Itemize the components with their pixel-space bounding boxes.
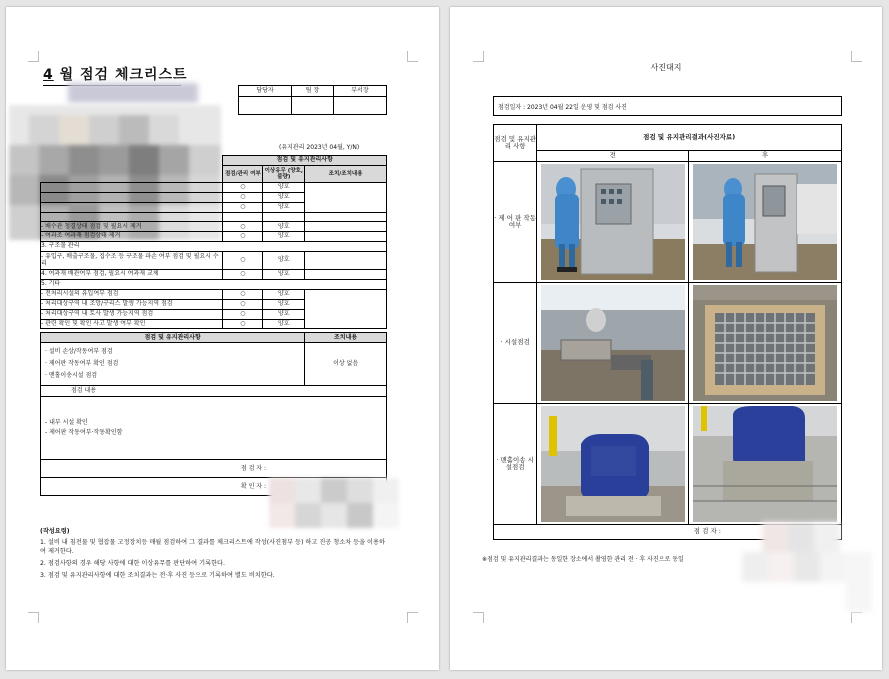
row-label: - 유입구, 배출구조물, 집수조 등 구조물 파손 여부 점검 및 필요시 수리 — [41, 252, 223, 270]
period-label: (유지관리 2023년 04월, Y/N) — [279, 144, 360, 151]
photo-cell[interactable] — [537, 404, 689, 525]
crop-mark — [851, 51, 862, 62]
action-cell[interactable] — [305, 289, 387, 329]
section-label: 5. 기타 — [41, 280, 387, 290]
photo-control-panel-before[interactable] — [541, 164, 685, 280]
confirm-line[interactable]: 확 인 자 : — [41, 478, 387, 496]
note-item: 3. 점검 및 유지관리사항에 대한 조치결과는 전·후 사진 등으로 기록하여 별도 비치한다. — [40, 572, 275, 580]
crop-mark — [28, 612, 39, 623]
sign-cell[interactable] — [292, 97, 334, 115]
col-header-action: 조치/조치내용 — [305, 165, 387, 182]
crop-mark — [473, 612, 484, 623]
inspector-line[interactable]: 점 검 자 : — [41, 460, 387, 478]
photo-manhole-before[interactable] — [541, 406, 685, 522]
photo-facility-after[interactable] — [693, 285, 837, 401]
content-header: 점검 내용 — [41, 386, 387, 397]
check-mark[interactable]: ○ — [223, 192, 263, 202]
row-label: · 제 어 판 작동여부 — [494, 162, 537, 283]
result-cell[interactable]: 양호 — [263, 202, 305, 212]
crop-mark — [28, 51, 39, 62]
row-label: - 여과조 여과재 점검상태 제거 — [41, 232, 223, 242]
photo-cell[interactable] — [537, 162, 689, 283]
checklist-page — [6, 7, 439, 670]
check-mark[interactable]: ○ — [223, 252, 263, 270]
photo-table — [493, 124, 842, 540]
bottom-item: · 제어판 작동여부 확인 점검 — [45, 360, 119, 368]
check-mark[interactable]: ○ — [223, 270, 263, 280]
row-label — [41, 202, 223, 212]
bottom-item: · 맨홀이송시설 점검 — [45, 371, 98, 379]
result-cell[interactable]: 양호 — [263, 232, 305, 242]
row-label: - 관련 확인 및 확인 사고 발생 여부 확인 — [41, 319, 223, 329]
result-cell[interactable]: 양호 — [263, 222, 305, 232]
row-label — [41, 182, 223, 192]
check-mark[interactable]: ○ — [223, 299, 263, 309]
col-header-result: 점검 및 유지관리결과(사진자료) — [537, 125, 842, 151]
row-label: - 전처리시설의 유입여부 점검 — [41, 289, 223, 299]
result-cell[interactable]: 양호 — [263, 319, 305, 329]
col-header-check: 점검/관리 여부 — [223, 165, 263, 182]
photo-cell[interactable] — [689, 162, 842, 283]
result-cell[interactable]: 양호 — [263, 299, 305, 309]
row-label: - 배수관 청결상태 점검 및 필요시 제거 — [41, 222, 223, 232]
after-header: 후 — [689, 151, 842, 162]
sign-cell[interactable] — [333, 97, 386, 115]
result-cell[interactable]: 양호 — [263, 270, 305, 280]
approval-table — [238, 85, 387, 115]
photo-page-title: 사진대지 — [650, 63, 682, 72]
note-item: 1. 설비 내 침전물 및 협잡물 고정장치등 매월 점검하여 그 결과를 체크리스트에 작성(사진첨부 등) 하고 진공 청소차 등을 이용하여 제거한다. — [40, 539, 385, 555]
title-text: 월 점검 체크리스트 — [59, 67, 188, 83]
inspector-line[interactable]: 점 검 자 : — [494, 525, 842, 540]
check-mark[interactable]: ○ — [223, 232, 263, 242]
photo-facility-before[interactable] — [541, 285, 685, 401]
redacted-area — [68, 83, 198, 103]
check-mark[interactable]: ○ — [223, 289, 263, 299]
date-line: 점검일자 : 2023년 04월 22일 운영 및 점검 사진 — [498, 104, 627, 111]
approver-header: 부서장 — [333, 86, 386, 97]
bottom-header: 점검 및 유지관리사항 — [41, 333, 305, 343]
result-cell[interactable]: 양호 — [263, 192, 305, 202]
crop-mark — [407, 51, 418, 62]
redacted-signature — [742, 522, 872, 622]
photo-cell[interactable] — [537, 283, 689, 404]
title-month: 4 — [43, 67, 54, 83]
row-label: - 처리대상구역 내 토사 발생 가능지역 점검 — [41, 309, 223, 319]
notes-title: (작성요령) — [40, 528, 70, 535]
photo-cell[interactable] — [689, 404, 842, 525]
approver-header: 담당자 — [239, 86, 292, 97]
photo-cell[interactable] — [689, 283, 842, 404]
action-cell[interactable] — [305, 182, 387, 212]
before-header: 전 — [537, 151, 689, 162]
date-box — [493, 96, 842, 116]
section-label: 3. 구조물 관리 — [41, 242, 387, 252]
bottom-action-value[interactable]: 이상 없음 — [305, 343, 387, 386]
crop-mark — [407, 612, 418, 623]
col-header-result: 이상유무 (양호, 불량) — [263, 165, 305, 182]
col-header-item: 점검 및 유지관리 사항 — [494, 125, 537, 162]
footnote: ※점검 및 유지관리결과는 동일한 장소에서 촬영한 관리 전 · 후 사진으로 동일 — [482, 556, 684, 563]
row-label: · 시설점검 — [494, 283, 537, 404]
page-title — [43, 64, 188, 84]
content-item: - 제어판 작동여부·작동확인함 — [45, 429, 123, 437]
content-box[interactable] — [41, 397, 387, 460]
checklist-table — [40, 155, 387, 496]
content-item: - 내부 시설 확인 — [45, 418, 88, 426]
row-label: · 맨홀이송 시설점검 — [494, 404, 537, 525]
check-mark[interactable]: ○ — [223, 222, 263, 232]
row-label — [41, 192, 223, 202]
photo-control-panel-after[interactable] — [693, 164, 837, 280]
note-item: 2. 점검사항의 경우 해당 사항에 대한 이상유무를 판단하여 기록한다. — [40, 560, 225, 568]
sign-cell[interactable] — [239, 97, 292, 115]
photo-manhole-after[interactable] — [693, 406, 837, 522]
row-label — [41, 212, 223, 222]
writing-guide — [40, 528, 390, 581]
section-header: 점검 및 유지관리사항 — [223, 156, 387, 166]
result-cell[interactable]: 양호 — [263, 289, 305, 299]
check-mark[interactable]: ○ — [223, 309, 263, 319]
approver-header: 팀 장 — [292, 86, 334, 97]
photo-page — [450, 7, 882, 670]
check-mark[interactable]: ○ — [223, 319, 263, 329]
check-mark[interactable]: ○ — [223, 182, 263, 192]
crop-mark — [473, 51, 484, 62]
bottom-item: · 설비 손상/작동여부 점검 — [45, 348, 113, 356]
result-cell[interactable]: 양호 — [263, 182, 305, 192]
check-mark[interactable]: ○ — [223, 202, 263, 212]
result-cell[interactable]: 양호 — [263, 309, 305, 319]
result-cell[interactable]: 양호 — [263, 252, 305, 270]
bottom-action-header: 조치내용 — [305, 333, 387, 343]
row-label: - 처리대상구역 내 조망/구리스 발생 가능지역 점검 — [41, 299, 223, 309]
redacted-signature — [269, 478, 399, 528]
row-label: 4. 여과재 배관여부 점검, 필요시 여과재 교체 — [41, 270, 223, 280]
bottom-items — [41, 343, 305, 386]
